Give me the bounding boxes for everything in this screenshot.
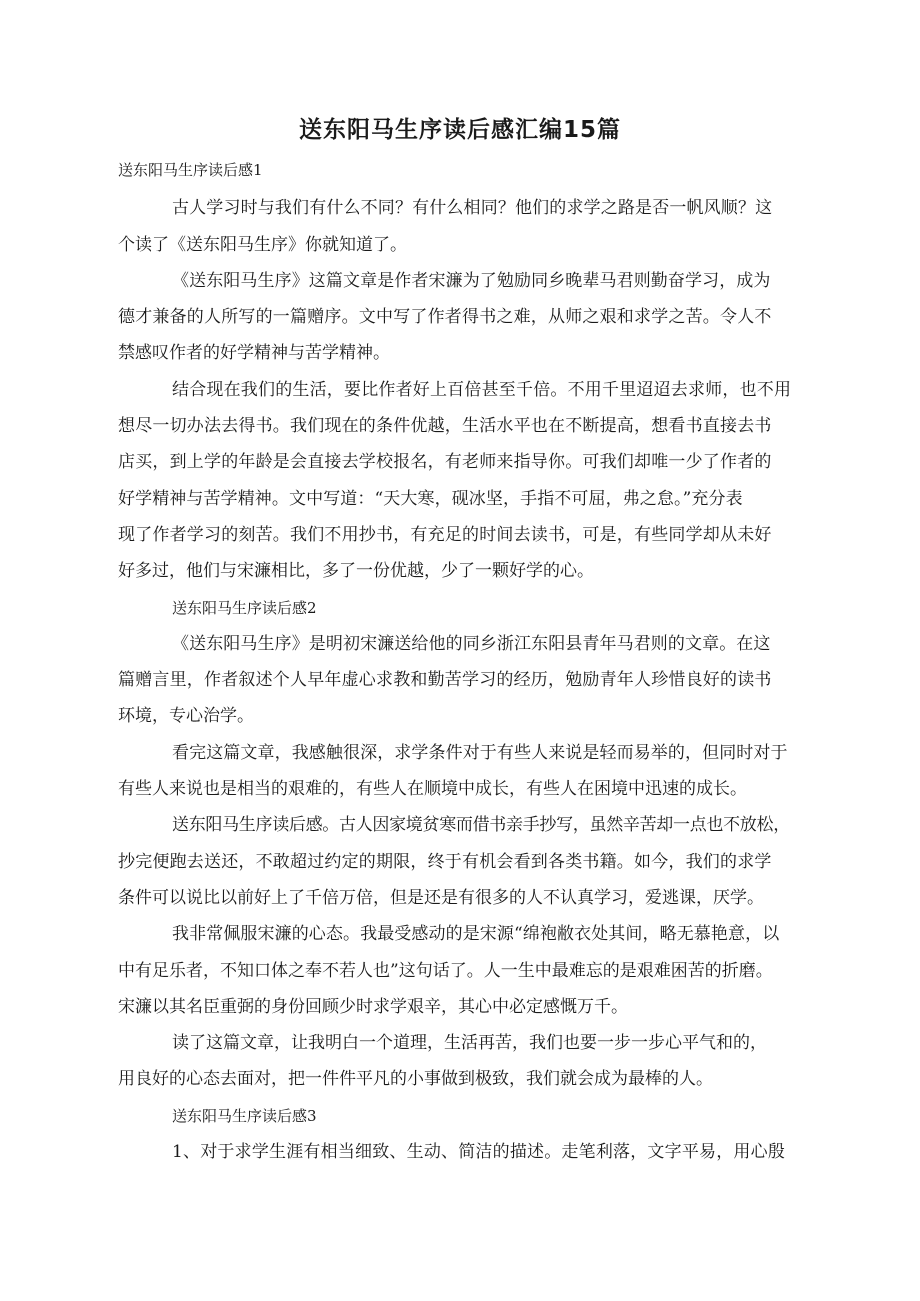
paragraph-line: 中有足乐者，不知口体之奉不若人也”这句话了。人一生中最难忘的是艰难困苦的折磨。 [118, 961, 773, 981]
paragraph-line: 有些人来说也是相当的艰难的，有些人在顺境中成长，有些人在困境中迅速的成长。 [118, 779, 747, 799]
paragraph-line: 1、对于求学生涯有相当细致、生动、简洁的描述。走笔利落，文字平易，用心殷 [172, 1142, 786, 1162]
paragraph-line: 宋濂以其名臣重弼的身份回顾少时求学艰辛，其心中必定感慨万千。 [118, 997, 628, 1017]
section-heading: 送东阳马生序读后感1 [118, 161, 263, 179]
paragraph-line: 篇赠言里，作者叙述个人早年虚心求教和勤苦学习的经历，勉励青年人珍惜良好的读书 [118, 670, 772, 690]
paragraph-line: 个读了《送东阳马生序》你就知道了。 [118, 235, 407, 255]
paragraph-line: 好多过，他们与宋濂相比，多了一份优越，少了一颗好学的心。 [118, 561, 594, 581]
paragraph-line: 想尽一切办法去得书。我们现在的条件优越，生活水平也在不断提高，想看书直接去书 [118, 416, 772, 436]
paragraph-line: 店买，到上学的年龄是会直接去学校报名，有老师来指导你。可我们却唯一少了作者的 [118, 452, 772, 472]
paragraph-line: 条件可以说比以前好上了千倍万倍，但是还是有很多的人不认真学习，爱逃课，厌学。 [118, 888, 764, 908]
section-heading: 送东阳马生序读后感2 [172, 599, 317, 617]
document-title: 送东阳马生序读后感汇编15篇 [298, 117, 621, 143]
paragraph-line: 《送东阳马生序》是明初宋濂送给他的同乡浙江东阳县青年马君则的文章。在这 [172, 634, 771, 654]
paragraph-line: 读了这篇文章，让我明白一个道理，生活再苦，我们也要一步一步心平气和的， [172, 1033, 767, 1053]
section-heading: 送东阳马生序读后感3 [172, 1107, 317, 1125]
paragraph-line: 现了作者学习的刻苦。我们不用抄书，有充足的时间去读书，可是，有些同学却从未好 [118, 525, 772, 545]
paragraph-line: 禁感叹作者的好学精神与苦学精神。 [118, 343, 390, 363]
paragraph-line: 看完这篇文章，我感触很深，求学条件对于有些人来说是轻而易举的，但同时对于 [172, 743, 788, 763]
paragraph-line: 德才兼备的人所写的一篇赠序。文中写了作者得书之难，从师之艰和求学之苦。令人不 [118, 307, 772, 327]
paragraph-line: 用良好的心态去面对，把一件件平凡的小事做到极致，我们就会成为最棒的人。 [118, 1069, 713, 1089]
paragraph-line: 送东阳马生序读后感。古人因家境贫寒而借书亲手抄写，虽然辛苦却一点也不放松， [172, 815, 790, 835]
paragraph-line: 我非常佩服宋濂的心态。我最受感动的是宋源“绵袍敝衣处其间，略无慕艳意，以 [172, 924, 780, 944]
paragraph-line: 好学精神与苦学精神。文中写道：“天大寒，砚冰坚，手指不可屈，弗之怠。”充分表 [118, 489, 743, 509]
paragraph-line: 结合现在我们的生活，要比作者好上百倍甚至千倍。不用千里迢迢去求师，也不用 [172, 380, 792, 400]
paragraph-line: 抄完便跑去送还，不敢超过约定的期限，终于有机会看到各类书籍。如今，我们的求学 [118, 852, 772, 872]
paragraph-line: 环境，专心治学。 [118, 706, 254, 726]
paragraph-line: 《送东阳马生序》这篇文章是作者宋濂为了勉励同乡晚辈马君则勤奋学习，成为 [172, 271, 771, 291]
paragraph-line: 古人学习时与我们有什么不同？有什么相同？他们的求学之路是否一帆风顺？这 [172, 198, 773, 218]
